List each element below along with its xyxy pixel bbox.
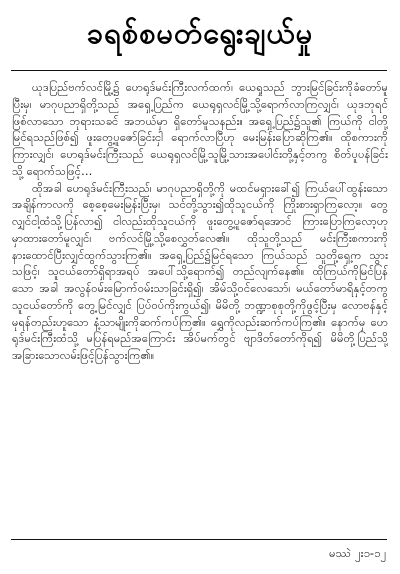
bottom-divider [11,539,387,540]
page-title: ခရစ်စမတ်ရွေးချယ်မှု [86,15,314,50]
title-area [0,4,400,62]
article-paragraph-1: ယုဒပြည်ဗက်လင်မြို့၌ ဟေရုဒ်မင်းကြီးလက်ထက်၊ ယေရှုသည် ဘွားမြင်ခြင်းကိုခံတော်မူပြီးမှ၊ မာဂုပညာရှိတို့သည် အရှေ့ပြည်က ယေရုရှလင်မြို့သို့ရောက်လာကြလျှင်၊ ယုဒဘုရင်ဖြစ်လာသော ဘုရားသခင် အဘယ်မှာ ရှိတော်မူသနည်း။ အရှေ့ပြည်၌သူ၏ ကြယ်ကို ငါတို့မြင်ရသည်ဖြစ်၍ ဖူးတွေ့ပူဇော်ခြင်းငှါ ရောက်လာပြီဟု မေးမြန်းပြောဆိုကြ၏။ ထိုစကားကိုကြားလျှင်၊ ဟေရုဒ်မင်းကြီးသည် ယေရုရှလင်မြို့သူမြို့သားအပေါင်းတို့နှင့်တကွ စိတ်ပူပန်ခြင်းသို့ ရောက်သဖြင့်… [12,80,388,178]
article-paragraph-2: ထိုအခါ ဟေရုဒ်မင်းကြီးသည်၊ မာဂုပညာရှိတို့ကို မထင်မရှားခေါ်၍ ကြယ်ပေါ်ထွန်းသောအချိန်ကာလကို စေ့စေ့မေးမြန်းပြီးမှ၊ သင်တို့သွား၍ထိုသူငယ်ကို ကြိုးစားရှာကြလော့။ တွေ့လျှင်ငါ့ထံသို့ပြန်လာ၍ ငါလည်းထိုသူငယ်ကို ဖူးတွေ့ပူဇော်ရအောင် ကြားပြောကြလော့ဟုမှာထားတော်မူလျှင်၊ ဗက်လင်မြို့သို့စေလွှတ်လေ၏။ ထိုသူတို့သည် မင်းကြီးစကားကို နားထောင်ပြီးလျှင်ထွက်သွားကြ၏။ အရှေ့ပြည်၌မြင်ရသော ကြယ်သည် သူတို့ရှေ့က သွားသဖြင့်၊ သူငယ်တော်ရှိရာအရပ် အပေါ်သို့ရောက်၍ တည်လျက်နေ၏။ ထိုကြယ်ကိုမြင်ပြန်သော အခါ အလွန်ဝမ်းမြောက်ဝမ်းသာခြင်းရှိ၍၊ အိမ်သို့ဝင်လေသော်၊ မယ်တော်မာရိနှင့်တကွ သူငယ်တော်ကို တွေ့မြင်လျှင် ပြပ်ဝပ်ကိုးကွယ်၍၊ မိမိတို့ ဘဏ္ဍာစုစုတို့ကိုဖွင့်ပြီးမှ လောဗန်နှင့်မုရန်တည်းဟူသော နံ့သာမျိုးကိုဆက်ကပ်ကြ၏။ ရွှေကိုလည်းဆက်ကပ်ကြ၏။ နောက်မှ ဟေရုဒ်မင်းကြီးထံသို့ မပြန်ရမည်အကြောင်း အိပ်မက်တွင် ဗျာဒိတ်တော်ကိုရ၍ မိမိတို့ပြည်သို့အခြားသောလမ်းဖြင့်ပြန်သွားကြ၏။ [12,180,388,362]
article-body [12,79,388,531]
scripture-reference: မဿဲ ၂း၁-၁၂ [329,546,386,560]
top-divider [11,70,387,71]
